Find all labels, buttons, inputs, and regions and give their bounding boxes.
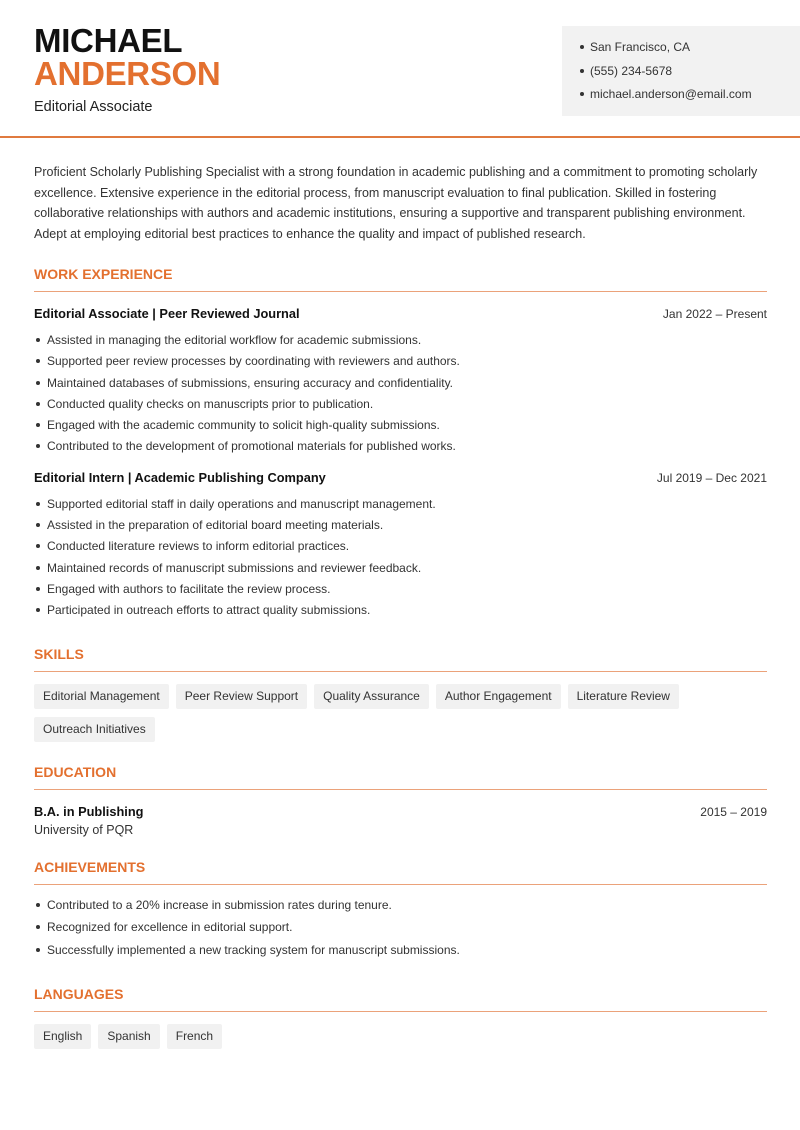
job-dates: Jul 2019 – Dec 2021 [656, 470, 767, 485]
job-dates: Jan 2022 – Present [662, 307, 767, 321]
list-item: Participated in outreach efforts to attract quality submissions. [34, 602, 767, 623]
skill-tag: Peer Review Support [176, 684, 307, 709]
skill-tag: Literature Review [568, 684, 679, 709]
list-item: Supported editorial staff in daily operations and manuscript management. [34, 496, 767, 517]
summary: Proficient Scholarly Publishing Specialist with a strong foundation in academic publishing and a commitment to promoting scholarly excellence. Extensive experience in the editorial process, from manuscript evaluation to final publication. Skilled in fostering collaborative relationships with authors and academic institutions, ensuring a supportive and transparent publishing environment. Adept at employing editorial best practices to enhance the quality and impact of published research. [34, 165, 758, 241]
education-degree: B.A. in Publishing [34, 803, 144, 819]
section-title-education: EDUCATION [34, 764, 767, 790]
list-item: Conducted literature reviews to inform editorial practices. [34, 538, 767, 559]
list-item: Recognized for excellence in editorial support. [34, 919, 767, 942]
list-item: Assisted in the preparation of editorial board meeting materials. [34, 517, 767, 538]
list-item: Successfully implemented a new tracking system for manuscript submissions. [34, 942, 767, 965]
education-dates: 2015 – 2019 [700, 804, 767, 819]
list-item: Contributed to a 20% increase in submission rates during tenure. [34, 897, 767, 920]
skill-tag: Quality Assurance [314, 684, 429, 709]
contact-phone: (555) 234-5678 [580, 62, 800, 86]
language-tag: French [167, 1024, 222, 1049]
language-tag: English [34, 1024, 91, 1049]
skills-tags [34, 684, 767, 742]
job-title: Editorial Associate [34, 99, 153, 115]
contact-location: San Francisco, CA [580, 38, 800, 62]
job-role: Editorial Intern | Academic Publishing Company [34, 469, 326, 485]
job-entry [34, 306, 767, 460]
language-tag: Spanish [98, 1024, 159, 1049]
resume-header [0, 0, 800, 138]
education-entry [34, 804, 767, 837]
job-bullets [34, 332, 767, 460]
list-item: Contributed to the development of promotional materials for published works. [34, 438, 767, 459]
language-tags [34, 1024, 767, 1049]
list-item: Maintained records of manuscript submissions and reviewer feedback. [34, 560, 767, 581]
list-item: Conducted quality checks on manuscripts prior to publication. [34, 396, 767, 417]
section-title-achievements: ACHIEVEMENTS [34, 859, 767, 885]
section-title-skills: SKILLS [34, 646, 767, 672]
job-bullets [34, 496, 767, 624]
skill-tag: Editorial Management [34, 684, 169, 709]
skill-tag: Author Engagement [436, 684, 561, 709]
achievements-list [34, 897, 767, 965]
list-item: Assisted in managing the editorial workflow for academic submissions. [34, 332, 767, 353]
contact-email: michael.anderson@email.com [580, 85, 800, 109]
resume-body [34, 162, 767, 1049]
job-role: Editorial Associate | Peer Reviewed Journal [34, 306, 300, 321]
contact-box [562, 26, 800, 116]
list-item: Engaged with authors to facilitate the review process. [34, 581, 767, 602]
education-school: University of PQR [34, 822, 134, 837]
section-title-languages: LANGUAGES [34, 986, 767, 1012]
first-name: MICHAEL [34, 22, 183, 59]
last-name: ANDERSON [34, 55, 221, 92]
list-item: Maintained databases of submissions, ensuring accuracy and confidentiality. [34, 375, 767, 396]
section-title-work: WORK EXPERIENCE [34, 266, 767, 292]
list-item: Supported peer review processes by coordinating with reviewers and authors. [34, 353, 767, 374]
job-entry [34, 470, 767, 624]
list-item: Engaged with the academic community to solicit high-quality submissions. [34, 417, 767, 438]
skill-tag: Outreach Initiatives [34, 717, 155, 742]
